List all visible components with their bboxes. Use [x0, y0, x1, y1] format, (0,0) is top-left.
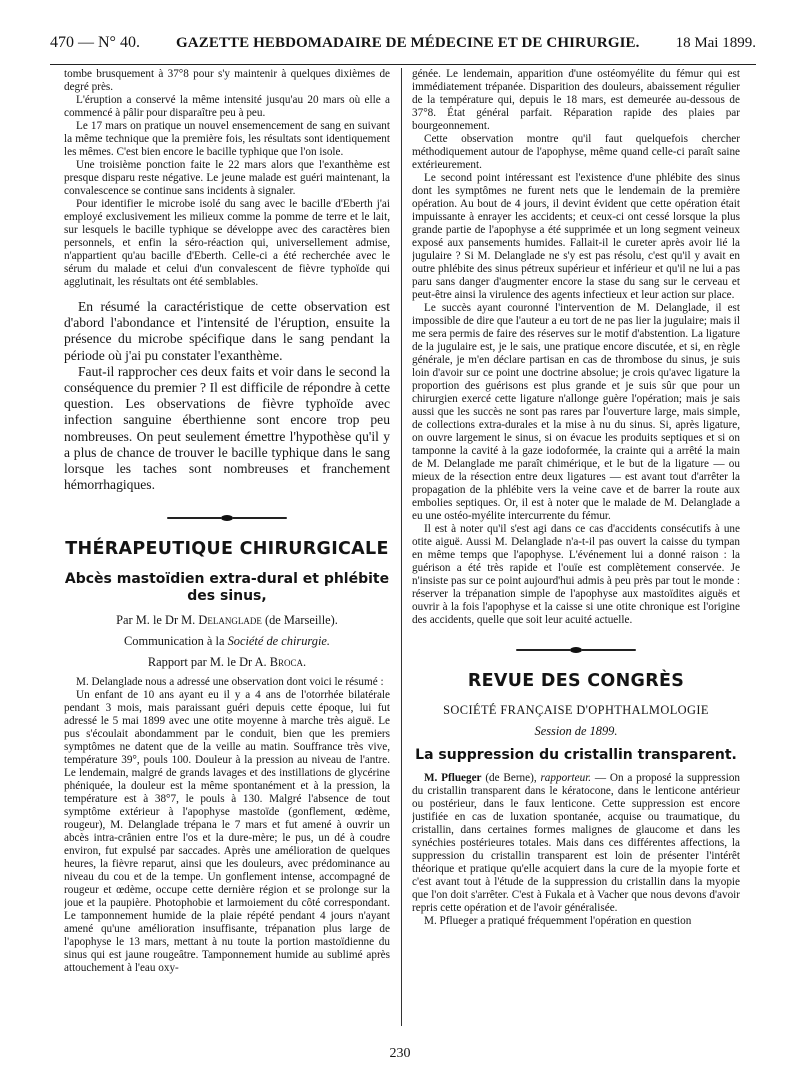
- paragraph: L'éruption a conservé la même intensité jusqu'au 20 mars où elle a commencé à pâlir pour disparaître peu à peu.: [64, 94, 390, 119]
- right-column: [412, 68, 740, 1036]
- header-rule: [50, 64, 756, 65]
- communication-line: Communication à la Société de chirurgie.: [123, 634, 330, 649]
- paragraph: M. Pflueger (de Berne), rapporteur. — On a proposé la suppression du cristallin transparent dans le kératocone, dans le lenticone antérieur ou postérieur, dans le faux lenticone. Cette suppression est encore justifiée en cas de luxation spontanée, acquise ou traumatique, du cristallin, dans certaines formes malignes de glaucome et dans les synéchies postérieures totales. Mais dans ces différentes affections, la suppression du cristallin transparent est loin de présenter l'intérêt théorique et pratique qu'elle acquiert dans la cure de la myopie forte et c'est avant tout à l'étude de la suppression du cristallin dans la myopie que l'on doit s'arrêter. C'est à Fukala et à Vacher que nous devons d'avoir repris cette opération et de l'avoir généralisée.: [412, 772, 740, 914]
- left-column: [64, 68, 390, 1036]
- paragraph: Pour identifier le microbe isolé du sang avec le bacille d'Eberth j'ai employé exclusivement les milieux comme la pomme de terre et le lait, sur lesquels le bacille typhique se développe avec des caractères bien personnels, et enfin la séro-réaction qui, universellement admise, n'appartient qu'au bacille d'Eberth. Celle-ci a été recherchée avec le sérum du malade et celui d'un convalescent de fièvre typhoïde qui agglutinait, les résultats ont été semblables.: [64, 198, 390, 288]
- issue-date: 18 Mai 1899.: [675, 35, 756, 51]
- paragraph: tombe brusquement à 37°8 pour s'y maintenir à quelques dixièmes de degré près.: [64, 68, 390, 93]
- page-number: 230: [389, 1046, 411, 1061]
- section-title: REVUE DES CONGRÈS: [467, 671, 685, 691]
- page-label: 470 — N° 40.: [50, 34, 140, 51]
- article-body: [412, 772, 740, 928]
- society-name: SOCIÉTÉ FRANÇAISE D'OPHTHALMOLOGIE: [443, 703, 709, 717]
- journal-title: GAZETTE HEBDOMADAIRE DE MÉDECINE ET DE CHIRURGIE.: [176, 35, 640, 51]
- paragraph: Une troisième ponction faite le 22 mars alors que l'exanthème est presque disparu reste négative. Le jeune malade est guéri maintenant, la convalescence se continue sans incidents à signaler.: [64, 159, 390, 197]
- page-header: [50, 34, 756, 58]
- ornament-divider: [64, 511, 390, 525]
- article-body: [64, 676, 390, 975]
- article-title: Abcès mastoïdien extra-dural et phlébite des sinus,: [64, 571, 390, 605]
- report-line: Rapport par M. le Dr A. Broca.: [147, 655, 307, 670]
- paragraph: Cette observation montre qu'il faut quelquefois chercher méthodiquement autour de l'apophyse, même quand celle-ci paraît saine extérieurement.: [412, 133, 740, 171]
- paragraph: Un enfant de 10 ans ayant eu il y a 4 ans de l'otorrhée bilatérale pendant 3 mois, mais paraissant guéri depuis cette époque, lui fut adressé le 5 mai 1899 avec une otite moyenne à marche très aiguë. Le pus s'écoulait abondamment par le conduit, bien que les premiers symptômes ne datent que de la veille au matin. Souffrance très vive, température 39°, pouls 100. Douleur à la pression au niveau de l'antre. Le lendemain, malgré de grands lavages et des instillations de glycérine phéniquée, la douleur est la même spontanément et à la pression, la température est à 38°7, le pouls à 130. Malgré l'absence de tout symptôme extérieur à l'apophyse mastoïde (gonflement, œdème, rougeur), M. Delanglade trépana le 7 mars et fut amené à ouvrir un abcès intra-crânien entre l'os et la dure-mère; le pus, un dé à coudre environ, fut expulsé par saccades. Après une amélioration de quelques heures, la fièvre reparut, ainsi que les douleurs, avec prédominance au niveau du cou et de la tempe. Un gonflement intense, accompagné de rougeur et œdème, occupe cette dernière région et se prolonge sur la joue et la paupière. Photophobie et larmoiement du côté correspondant. Le tamponnement humide de la plaie répété pendant 4 jours n'ayant amené qu'une amélioration insuffisante, trépanation plus large de l'apophyse le 13 mars, mettant à nu toute la portion mastoïdienne du sinus qui est jaune rougeâtre. Tamponnement humide au sublimé après attouchement à l'eau oxy-: [64, 689, 390, 975]
- paragraph: Faut-il rapprocher ces deux faits et voir dans le second la conséquence du premier ? Il est difficile de répondre à cette question. Les observations de fièvre typhoïde avec infection sanguine éberthienne sont encore trop peu nombreuses. On peut seulement émettre l'hypothèse qu'il y a plus de chance de trouver le bacille typhique dans le sang lorsque les taches sont nombreuses et franchement hémorrhagiques.: [64, 363, 390, 493]
- section-title: THÉRAPEUTIQUE CHIRURGICALE: [65, 539, 389, 560]
- left-conclusion: [64, 299, 390, 493]
- ornament-divider: [412, 643, 740, 657]
- paragraph: Le 17 mars on pratique un nouvel ensemencement de sang en suivant la même technique que la première fois, les résultats sont identiquement les mêmes. C'est bien encore le bacille typhique que l'on isole.: [64, 120, 390, 158]
- paragraph: Le second point intéressant est l'existence d'une phlébite des sinus dont les symptômes ne furent nets que le lendemain de la première opération. Au bout de 4 jours, il devint évident que cette opération était impuissante à enrayer les accidents; et ceux-ci ont cessé lorsque la plus grande partie de l'apophyse a été supprimée et un long segment veineux exposé aux pansements humides. Fallait-il le cureter après avoir lié la jugulaire ? Si M. Delanglade ne s'y est pas résolu, c'est qu'il y avait en outre phlébite des sinus pétreux supérieur et inférieur et qu'il ne lui a pas paru sans danger d'augmenter encore la stase du sang sur le cerveau et peut-être ainsi la virulence des agents infectieux et leur action sur place.: [412, 172, 740, 301]
- paragraph: Il est à noter qu'il s'est agi dans ce cas d'accidents consécutifs à une otite aiguë. Aussi M. Delanglade n'a-t-il pas ouvert la caisse du tympan en même temps que l'apophyse. L'événement lui a donné raison : la guérison a été très rapide et l'ouïe est complètement conservée. Je n'insiste pas sur ce point aujourd'hui admis à peu près par tout le monde : réserver la trépanation simple de l'apophyse aux mastoïdites aiguës et ouvrir à la fois l'apophyse et la caisse si une otite chronique est l'origine des accidents, quelle que soit leur acuité actuelle.: [412, 523, 740, 626]
- paragraph: M. Pflueger a pratiqué fréquemment l'opération en question: [424, 915, 692, 927]
- left-small-text: [64, 68, 390, 289]
- session-line: Session de 1899.: [534, 724, 618, 738]
- paragraph: génée. Le lendemain, apparition d'une ostéomyélite du fémur qui est immédiatement trépanée. Disparition des douleurs, abaissement régulier de la température qui, depuis le 18 mars, est demeurée au-dessous de 37°8. État général parfait. Réparation rapide des plaies par bourgeonnement.: [412, 68, 740, 132]
- byline: Par M. le Dr M. Delanglade (de Marseille).: [116, 613, 338, 628]
- paragraph: En résumé la caractéristique de cette observation est d'abord l'abondance et l'intensité de l'éruption, ensuite la présence du microbe spécifique dans le sang pendant la période où j'ai pu constater l'exanthème.: [64, 299, 390, 363]
- right-small-text: [412, 68, 740, 627]
- paragraph: Le succès ayant couronné l'intervention de M. Delanglade, il est impossible de dire que l'auteur a eu tort de ne pas lier la jugulaire; mais il me sera permis de faire des réserves sur le motif d'abstention. La ligature de la jugulaire est, je le sais, une pratique encore discutée, et si, en règle générale, je m'en déclare partisan en cas de thrombose du sinus, je suis loin d'avoir sur ce point une doctrine absolue; je crois qu'avec ligature la proportion des guérisons est plus grande et je suis sûr que pour un chirurgien exercé cette ligature n'allonge guère l'opération; mais je sais aussi que les succès ne sont pas rares par l'ouverture large, mais simple, de collections extra-durales et la mise à nu du sinus. Si, après ligature, on ouvre largement le sinus, si on évacue les produits septiques et si on tamponne la cavité à la gaze iodoformée, la crainte qui a arrêté la main de M. Delanglade me paraît chimérique, et le but de la ligature — ou mieux de la résection entre deux ligatures — est avant tout d'arrêter la propagation de la phlébite vers la veine cave et de barrer la route aux embolies septiques. Or, il est à noter que le malade de M. Delanglade a eu une ostéo-myélite intercurrente du fémur.: [412, 302, 740, 522]
- paragraph: M. Delanglade nous a adressé une observation dont voici le résumé :: [76, 676, 384, 689]
- column-divider: [401, 68, 402, 1026]
- article-title: La suppression du cristallin transparent.: [415, 747, 737, 763]
